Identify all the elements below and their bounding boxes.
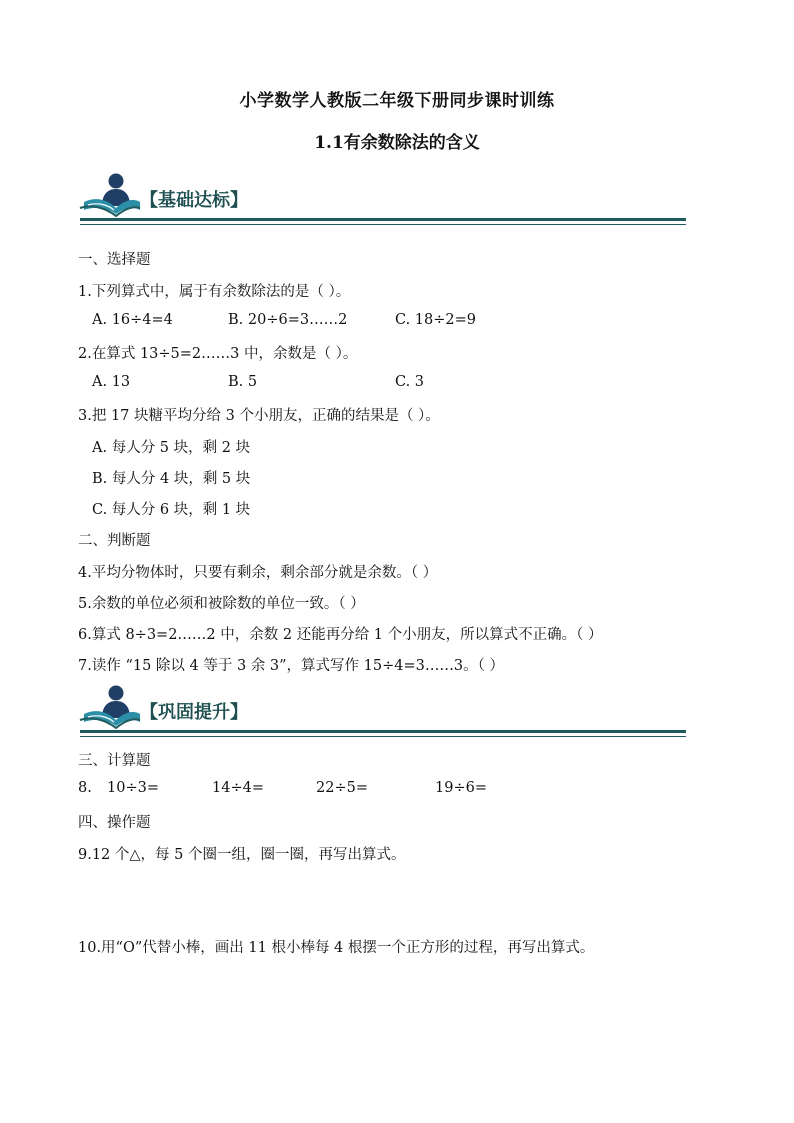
q8-item-2: 14÷4= <box>212 780 264 796</box>
question-4: 4.平均分物体时，只要有剩余，剩余部分就是余数。（ ） <box>78 565 438 581</box>
section-banner-basic <box>78 172 686 232</box>
q3-option-c: C. 每人分 6 块，剩 1 块 <box>92 502 251 518</box>
q1-option-b: B. 20÷6=3……2 <box>228 312 348 328</box>
question-7: 7.读作 “15 除以 4 等于 3 余 3”，算式写作 15÷4=3……3。（ ） <box>78 658 504 674</box>
part-heading-choice: 一、选择题 <box>78 252 151 268</box>
q2-option-a: A. 13 <box>92 374 131 390</box>
banner-rule-thin <box>80 736 686 737</box>
section-banner-advanced <box>78 684 686 744</box>
part-heading-judge: 二、判断题 <box>78 533 151 549</box>
question-3: 3.把 17 块糖平均分给 3 个小朋友，正确的结果是（ ）。 <box>78 408 440 424</box>
q2-option-b: B. 5 <box>228 374 258 390</box>
q8-item-1: 10÷3= <box>107 780 159 796</box>
q2-option-c: C. 3 <box>395 374 425 390</box>
q3-option-b: B. 每人分 4 块，剩 5 块 <box>92 471 251 487</box>
q3-option-a: A. 每人分 5 块，剩 2 块 <box>92 440 251 456</box>
question-10: 10.用“O”代替小棒，画出 11 根小棒每 4 根摆一个正方形的过程，再写出算式。 <box>78 940 595 956</box>
q1-option-c: C. 18÷2=9 <box>395 312 476 328</box>
question-5: 5.余数的单位必须和被除数的单位一致。（ ） <box>78 596 365 612</box>
q1-option-a: A. 16÷4=4 <box>92 312 173 328</box>
section-label-basic: 【基础达标】 <box>140 190 248 211</box>
reader-book-icon <box>78 172 142 218</box>
reader-book-icon <box>78 684 142 730</box>
q8-item-4: 19÷6= <box>435 780 487 796</box>
banner-rule <box>80 730 686 733</box>
q8-number: 8. <box>78 780 92 796</box>
part-heading-operate: 四、操作题 <box>78 815 151 831</box>
part-heading-calc: 三、计算题 <box>78 753 151 769</box>
question-1: 1.下列算式中，属于有余数除法的是（ ）。 <box>78 284 351 300</box>
lesson-title: 1.1有余数除法的含义 <box>314 133 480 153</box>
q8-item-3: 22÷5= <box>316 780 368 796</box>
banner-rule <box>80 218 686 221</box>
question-9: 9.12 个△，每 5 个圈一组，圈一圈，再写出算式。 <box>78 847 406 863</box>
section-label-advanced: 【巩固提升】 <box>140 702 248 723</box>
question-2: 2.在算式 13÷5=2……3 中，余数是（ ）。 <box>78 346 358 362</box>
page-title: 小学数学人教版二年级下册同步课时训练 <box>239 91 555 111</box>
banner-rule-thin <box>80 224 686 225</box>
question-6: 6.算式 8÷3=2……2 中，余数 2 还能再分给 1 个小朋友，所以算式不正确。（ ） <box>78 627 603 643</box>
